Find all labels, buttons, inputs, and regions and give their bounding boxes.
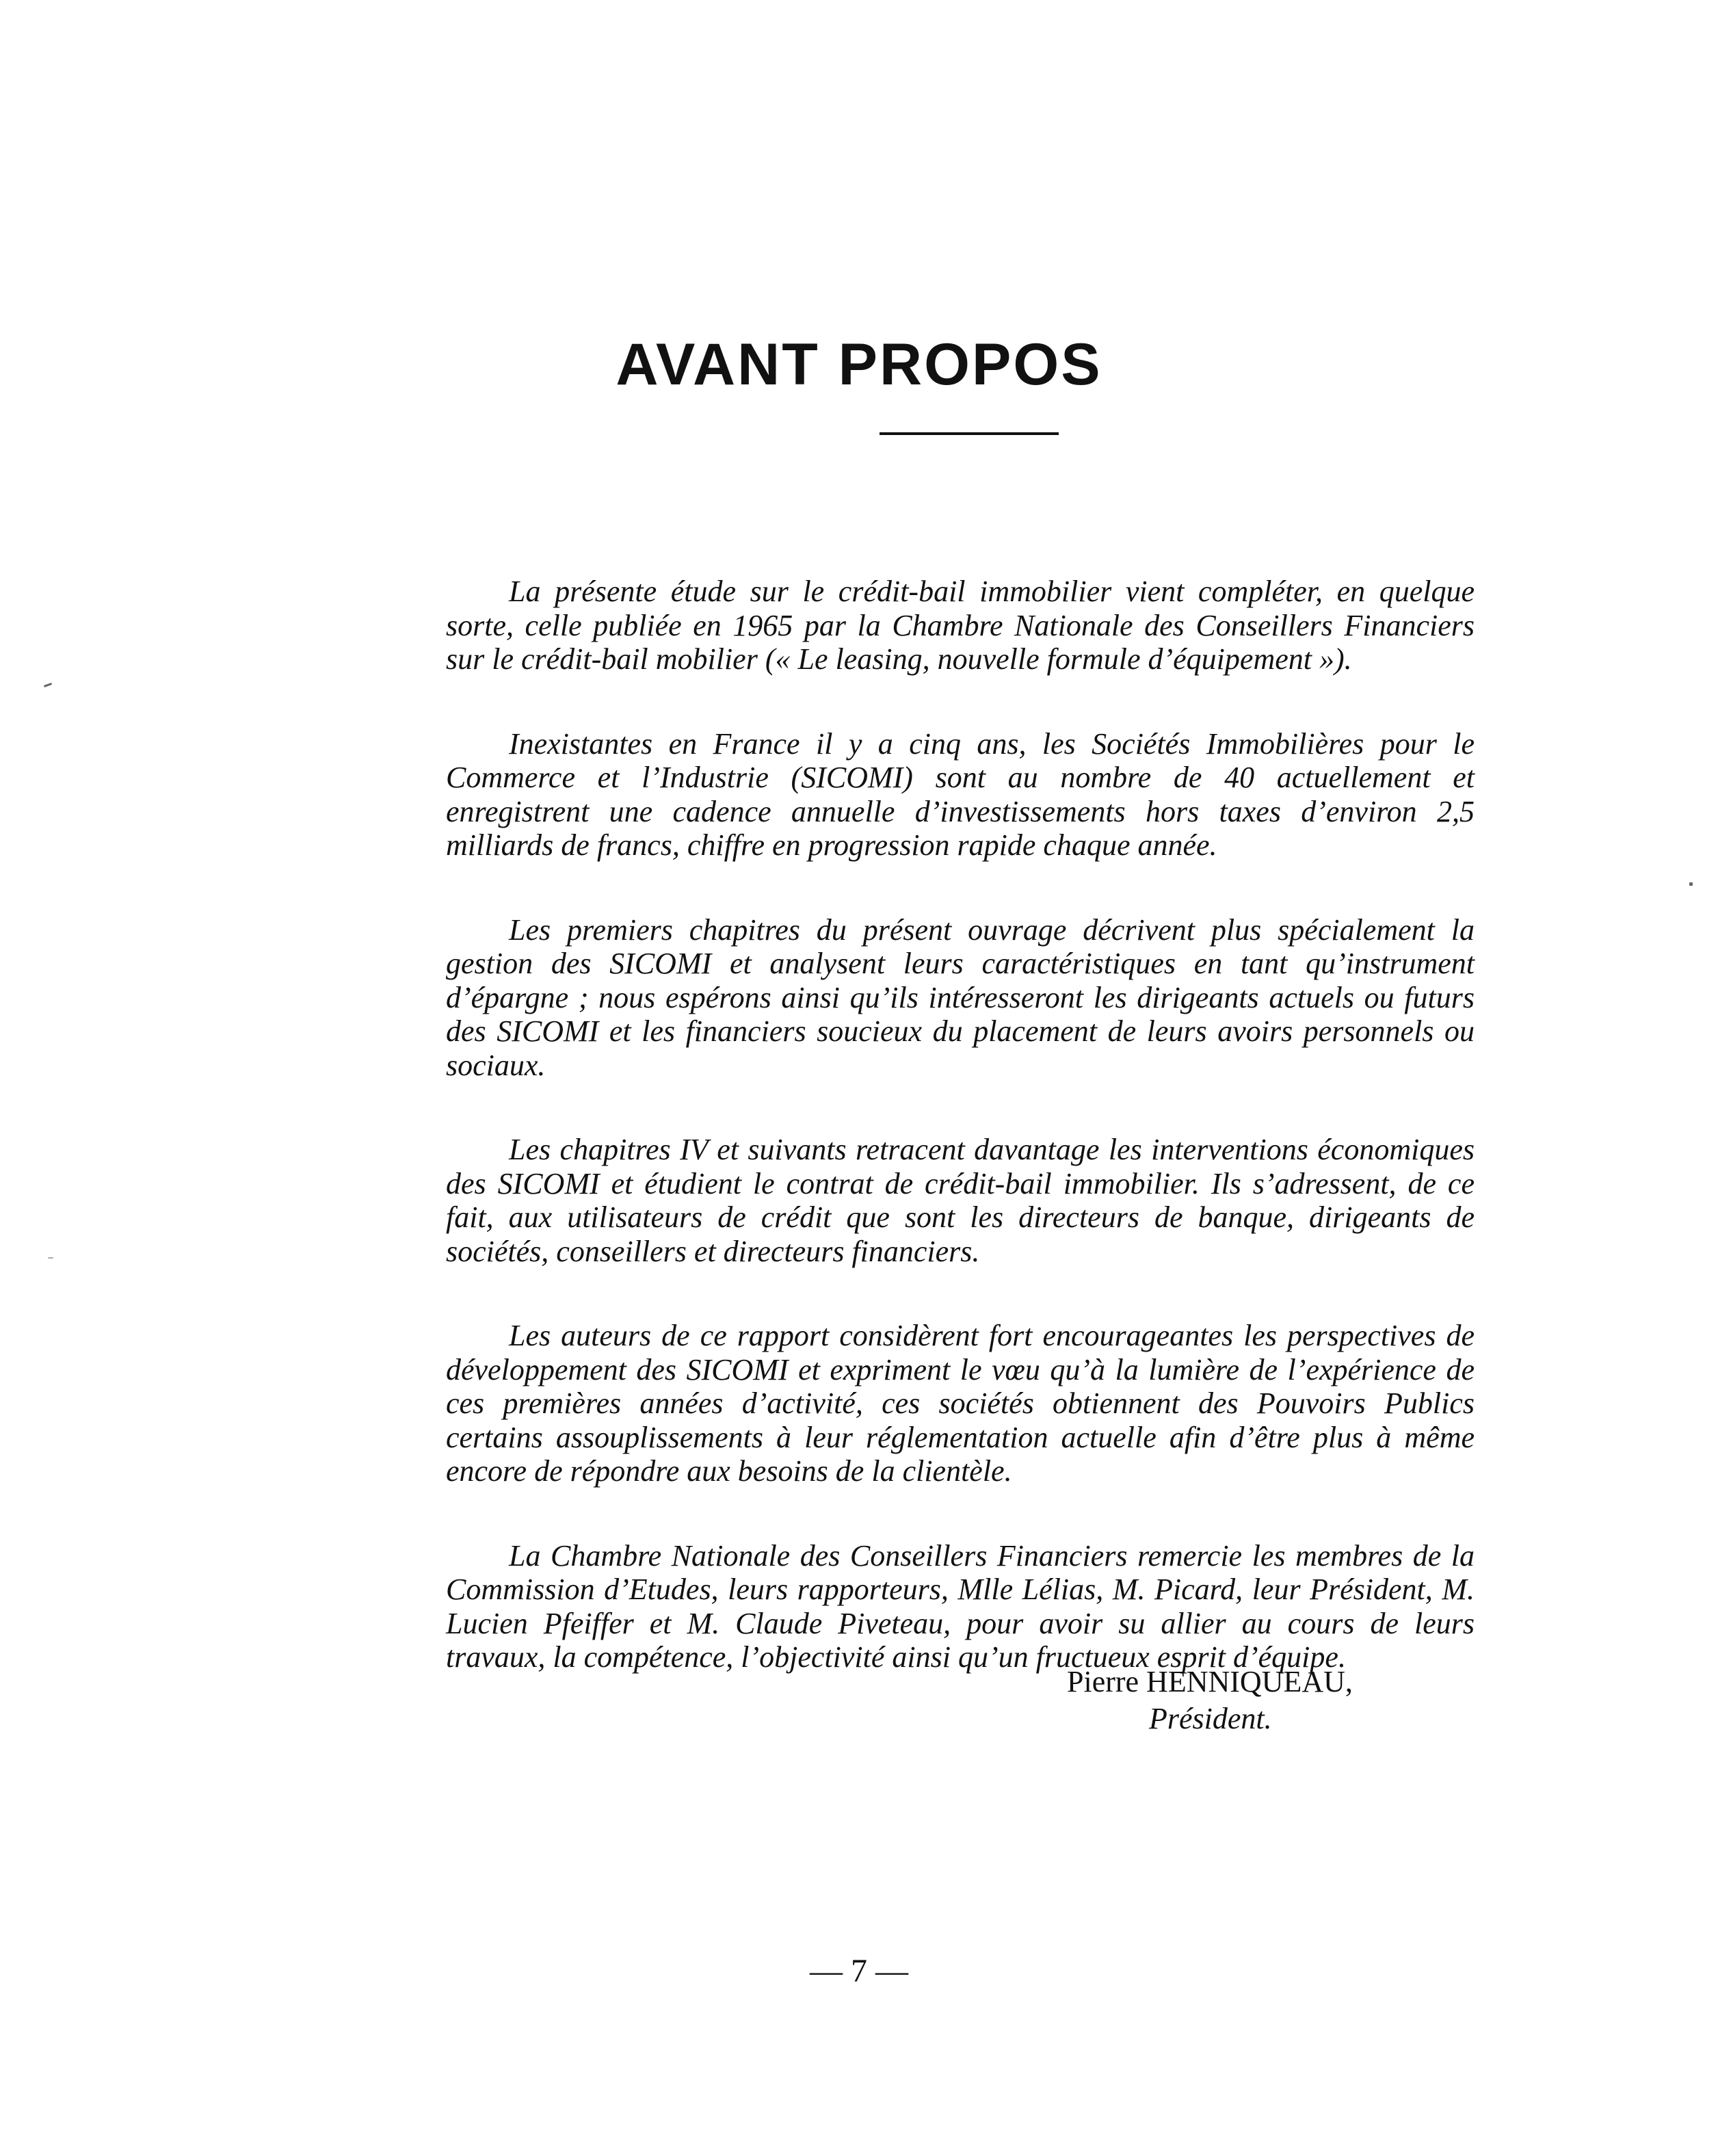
paragraph-1: La présente étude sur le crédit-bail immobilier vient compléter, en quelque sorte, celle publiée en 1965 par la Chambre Nationale des Conseillers Financiers sur le crédit-bail mobilier (« Le leasing, nouvelle formule d’équipement »).	[446, 575, 1475, 676]
scan-speck	[44, 683, 52, 687]
paragraph-3: Les premiers chapitres du présent ouvrage décrivent plus spécialement la gestion des SICOMI et analysent leurs caractéristiques en tant qu’instrument d’épargne ; nous espérons ainsi qu’ils intéresseront les dirigeants actuels ou futurs des SICOMI et les financiers soucieux du placement de leurs avoirs personnels ou sociaux.	[446, 912, 1475, 1082]
page-number: — 7 —	[810, 1953, 908, 1989]
page-title: AVANT PROPOS	[616, 332, 1102, 397]
signature-block	[1067, 1664, 1477, 1737]
paragraph-4: Les chapitres IV et suivants retracent davantage les interventions économiques des SICOMI et étudient le contrat de crédit-bail immobilier. Ils s’adressent, de ce fait, aux utilisateurs de crédit que sont les directeurs de banque, dirigeants de sociétés, conseillers et directeurs financiers.	[446, 1133, 1475, 1268]
scan-speck	[48, 1257, 53, 1259]
scan-speck	[1689, 882, 1693, 886]
paragraph-2: Inexistantes en France il y a cinq ans, les Sociétés Immobilières pour le Commerce et l’Industrie (SICOMI) sont au nombre de 40 actuellement et enregistrent une cadence annuelle d’investissements hors taxes d’environ 2,5 milliards de francs, chiffre en progression rapide chaque année.	[446, 726, 1475, 862]
signatory-name: Pierre HENNIQUEAU,	[1067, 1665, 1353, 1698]
signatory-role: Président.	[1149, 1702, 1272, 1735]
foreword-body	[446, 575, 1475, 1725]
title-underline-rule	[880, 432, 1059, 435]
paragraph-5: Les auteurs de ce rapport considèrent fort encourageantes les perspectives de développement des SICOMI et expriment le vœu qu’à la lumière de l’expérience de ces premières années d’activité, ces sociétés obtiennent des Pouvoirs Publics certains assouplissements à leur réglementation actuelle afin d’être plus à même encore de répondre aux besoins de la clientèle.	[446, 1319, 1475, 1488]
paragraph-6: La Chambre Nationale des Conseillers Financiers remercie les membres de la Commission d’Etudes, leurs rapporteurs, Mlle Lélias, M. Picard, leur Président, M. Lucien Pfeiffer et M. Claude Piveteau, pour avoir su allier au cours de leurs travaux, la compétence, l’objectivité ainsi qu’un fructueux esprit d’équipe.	[446, 1538, 1475, 1674]
